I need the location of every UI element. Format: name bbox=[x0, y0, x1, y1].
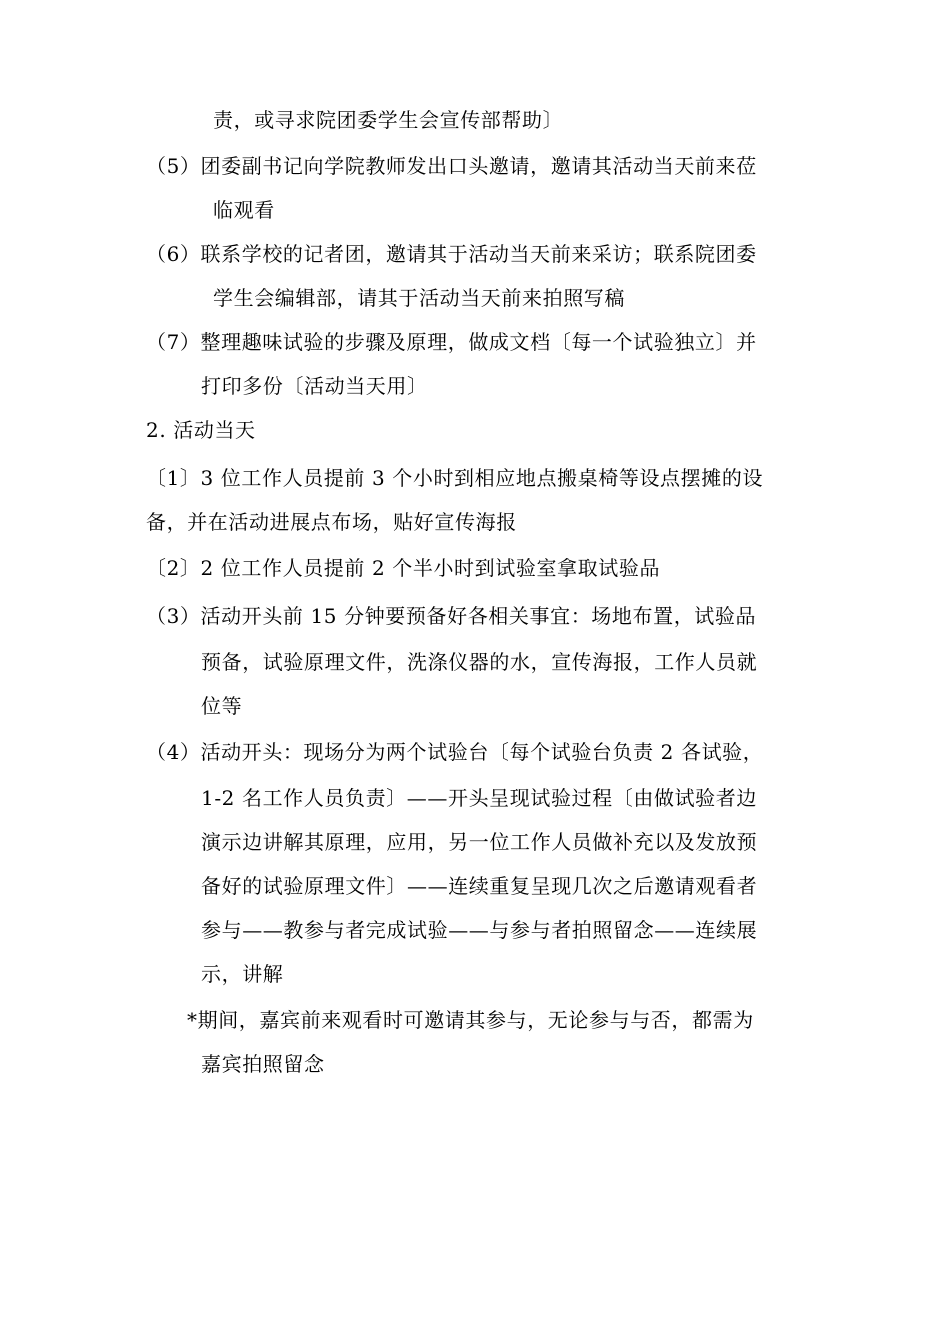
text-line: 〔1〕3 位工作人员提前 3 个小时到相应地点搬桌椅等设点摆摊的设 bbox=[146, 466, 764, 490]
text-line: （5）团委副书记向学院教师发出口头邀请，邀请其活动当天前来莅 bbox=[146, 154, 757, 178]
text-line: 位等 bbox=[201, 694, 243, 718]
text-line: 〔2〕2 位工作人员提前 2 个半小时到试验室拿取试验品 bbox=[146, 556, 661, 580]
text-line: 预备，试验原理文件，洗涤仪器的水，宣传海报，工作人员就 bbox=[201, 650, 758, 674]
text-line: （7）整理趣味试验的步骤及原理，做成文档〔每一个试验独立〕并 bbox=[146, 330, 757, 354]
text-line: 打印多份〔活动当天用〕 bbox=[201, 374, 428, 398]
section-heading: 2. 活动当天 bbox=[146, 418, 256, 442]
text-line: 学生会编辑部，请其于活动当天前来拍照写稿 bbox=[213, 286, 625, 310]
text-line: 示，讲解 bbox=[201, 962, 284, 986]
text-line: 责，或寻求院团委学生会宣传部帮助〕 bbox=[213, 108, 564, 132]
text-line: 临观看 bbox=[213, 198, 275, 222]
text-line: 1-2 名工作人员负责〕——开头呈现试验过程〔由做试验者边 bbox=[201, 786, 757, 810]
text-line: （4）活动开头：现场分为两个试验台〔每个试验台负责 2 各试验， bbox=[146, 740, 764, 764]
text-line: 演示边讲解其原理，应用，另一位工作人员做补充以及发放预 bbox=[201, 830, 758, 854]
text-line: 参与——教参与者完成试验——与参与者拍照留念——连续展 bbox=[201, 918, 758, 942]
text-line: 备，并在活动进展点布场，贴好宣传海报 bbox=[146, 510, 517, 534]
note-line: 嘉宾拍照留念 bbox=[201, 1052, 325, 1076]
text-line: （3）活动开头前 15 分钟要预备好各相关事宜：场地布置，试验品 bbox=[146, 604, 757, 628]
text-line: （6）联系学校的记者团，邀请其于活动当天前来采访；联系院团委 bbox=[146, 242, 757, 266]
note-line: *期间，嘉宾前来观看时可邀请其参与，无论参与与否，都需为 bbox=[187, 1008, 754, 1032]
text-line: 备好的试验原理文件〕——连续重复呈现几次之后邀请观看者 bbox=[201, 874, 758, 898]
